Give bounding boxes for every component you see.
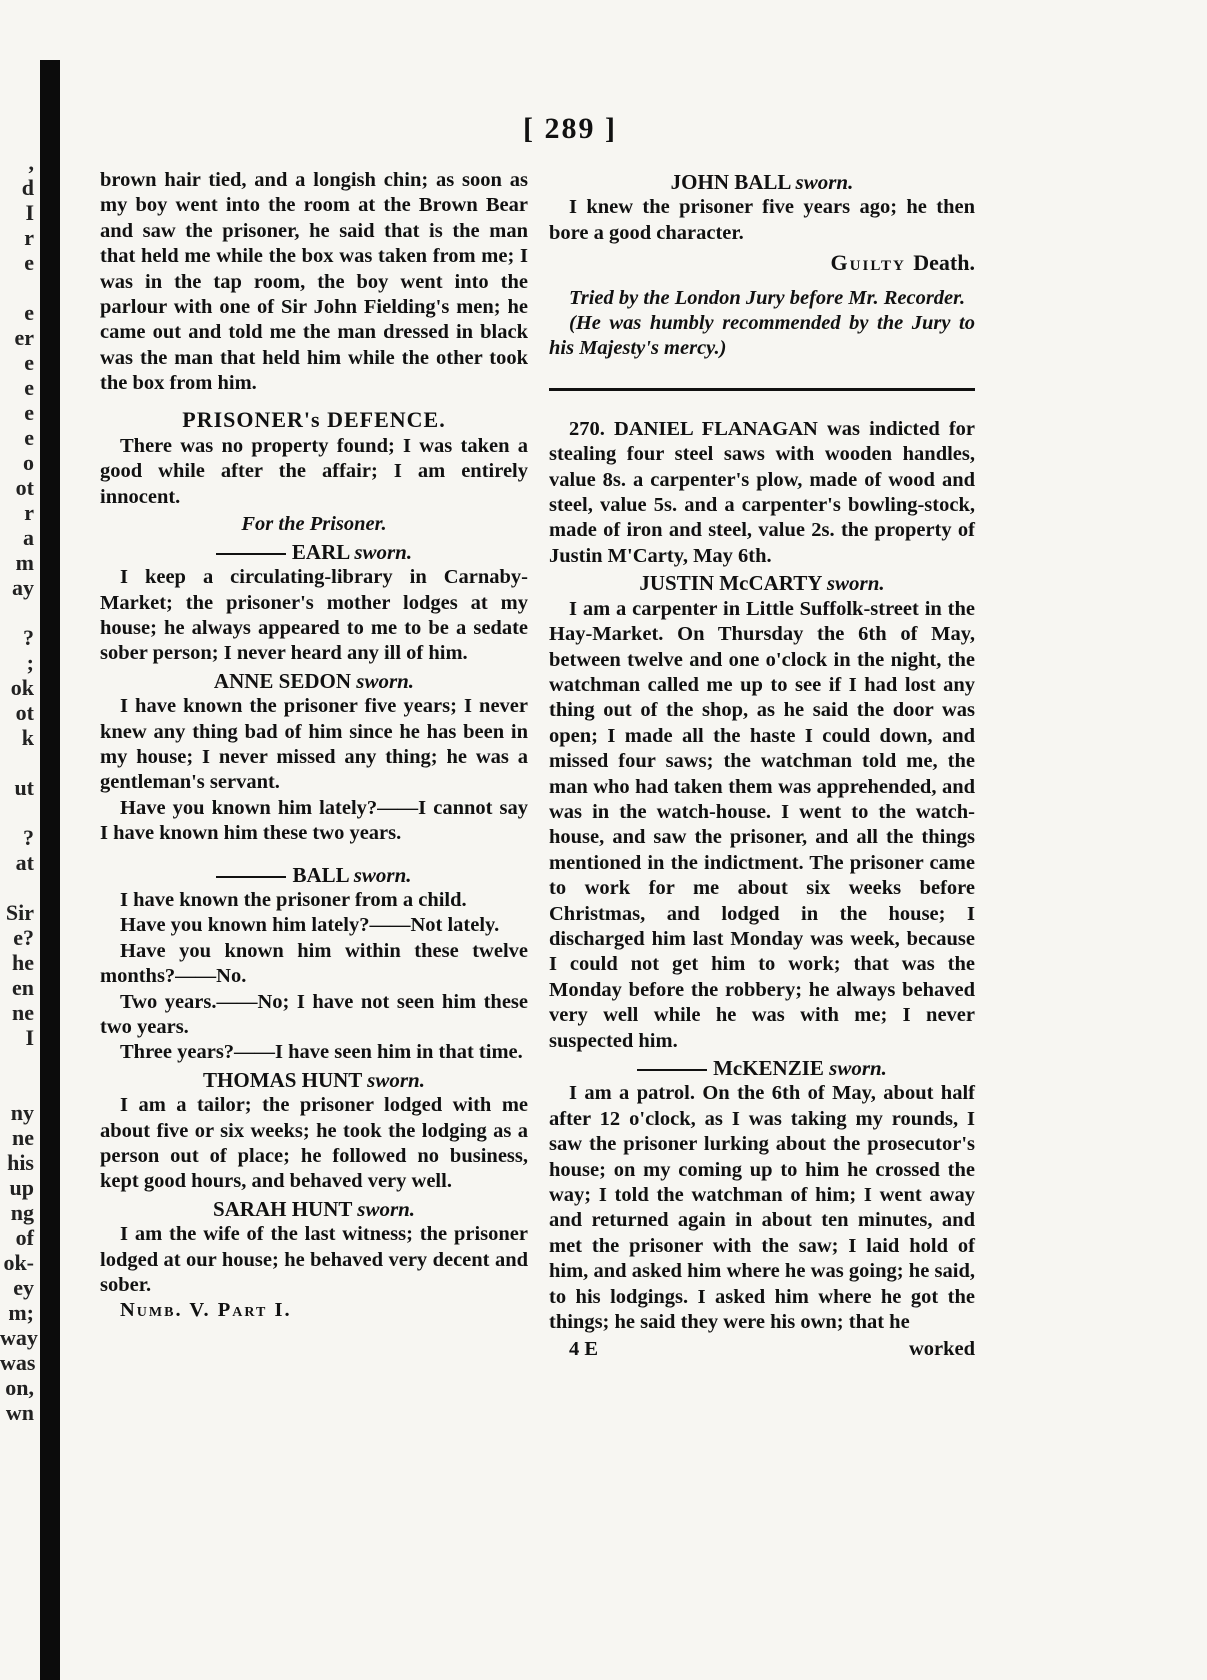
case-text: DANIEL FLANAGAN was indicted for stealing four steel saws with wooden handles, value 8s. a carpenter's plow, made of wood and steel, value 5s. and a carpenter's bowling-stock, made of iron and steel, value 2s. the property of Justin M'Carty, May 6th.: [549, 417, 975, 567]
ball-question-2: Have you known him within these twelve months?——No.: [100, 939, 528, 988]
bleed-fragment: ny: [10, 1100, 34, 1125]
bleed-fragment: e: [24, 375, 34, 400]
ball-testimony: I have known the prisoner from a child.: [120, 888, 467, 911]
bleed-fragment: e: [24, 425, 34, 450]
verdict-word: Guilty: [830, 250, 906, 276]
bleed-fragment: k: [21, 725, 34, 750]
bleed-fragment: ,: [28, 150, 34, 175]
bleed-fragment: e: [24, 250, 34, 275]
name-dash: [216, 553, 286, 555]
bleed-fragment: wn: [5, 1400, 34, 1425]
bleed-fragment: [0, 1050, 34, 1075]
verdict-sentence: Death.: [913, 250, 975, 276]
bleed-fragment: ey: [13, 1275, 34, 1300]
bleed-fragment: Sir: [5, 900, 34, 925]
signature-letter: 4 E: [569, 1338, 599, 1361]
left-margin-bleed-text: [0, 150, 38, 1550]
ball-question-1: Have you known him lately?——Not lately.: [120, 914, 500, 937]
sarah-testimony: I am the wife of the last witness; the prisoner lodged at our house; he behaved very decent and sober.: [100, 1223, 528, 1297]
justin-testimony: I am a carpenter in Little Suffolk-street in the Hay-Market. On Thursday the 6th of May, between twelve and one o'clock in the night, the watchman called me up to see if I had lost any thing out of the shop, as he said the door was open; I made all the haste I could down, and missed four saws; the watchman told me, the man who had taken them was apprehended, and was in the watch-house. I went to the watch-house, and saw the prisoner, and all the things mentioned in the indictment. The prisoner came to work for me about six weeks before Christmas, and lodged in the house; I discharged him last Monday was week, because I could not get him to work; that was the Monday before the robbery; he always behaved very well while he was with me; I never suspected him.: [549, 597, 975, 1052]
verdict: [549, 250, 975, 275]
signature-mark: Numb. V. Part I.: [120, 1299, 292, 1322]
witness-anne-sedon: [100, 669, 528, 694]
catchword: worked: [908, 1338, 975, 1361]
bleed-fragment: [0, 875, 34, 900]
witness-sarah-hunt: [100, 1197, 528, 1222]
tried-by-line: Tried by the London Jury before Mr. Recorder.: [569, 286, 966, 309]
bleed-fragment: ne: [12, 1000, 34, 1025]
bleed-fragment: e: [24, 300, 34, 325]
bleed-fragment: e: [24, 350, 34, 375]
witness-name: JOHN BALL: [670, 170, 791, 194]
for-prisoner-heading: For the Prisoner.: [241, 513, 387, 536]
right-column: [549, 168, 975, 1363]
bleed-fragment: ok-: [3, 1250, 34, 1275]
sworn-label: sworn.: [826, 571, 885, 596]
bleed-fragment: I: [25, 1025, 34, 1050]
bleed-fragment: [0, 1075, 34, 1100]
bleed-fragment: m;: [8, 1300, 34, 1325]
sworn-label: sworn.: [354, 539, 413, 564]
name-dash: [216, 876, 286, 878]
sworn-label: sworn.: [829, 1056, 887, 1080]
bleed-fragment: ?: [23, 625, 34, 650]
john-ball-testimony: I knew the prisoner five years ago; he then bore a good character.: [549, 196, 975, 244]
sworn-label: sworn.: [357, 1196, 416, 1221]
bleed-fragment: a: [23, 525, 34, 550]
bleed-fragment: way: [0, 1325, 38, 1350]
bleed-fragment: [0, 750, 34, 775]
sworn-label: sworn.: [356, 668, 415, 693]
witness-justin-mccarty: [549, 571, 975, 596]
earl-testimony: I keep a circulating-library in Carnaby-Market; the prisoner's mother lodges at my house; he always appeared to me to be a sedate sober person; I never heard any ill of him.: [100, 566, 528, 665]
witness-name: McKENZIE: [713, 1056, 824, 1080]
bleed-fragment: [0, 275, 34, 300]
bleed-fragment: ok: [10, 675, 34, 700]
name-dash: [637, 1069, 707, 1071]
ball-question-4: Three years?——I have seen him in that time.: [120, 1041, 523, 1064]
sworn-label: sworn.: [367, 1067, 425, 1092]
witness-thomas-hunt: [100, 1068, 528, 1093]
witness-name: ANNE SEDON: [213, 668, 352, 693]
page-number: [ 289 ]: [523, 112, 617, 145]
book-spine-shadow: [40, 60, 60, 1680]
section-divider: [549, 388, 975, 391]
witness-ball: [100, 863, 528, 888]
witness-name: BALL: [292, 862, 349, 887]
witness-mckenzie: [549, 1056, 975, 1081]
bleed-fragment: d: [21, 175, 34, 200]
opening-paragraph: brown hair tied, and a longish chin; as soon as my boy went into the room at the Brown Bear and saw the prisoner, he said that is the man that held me while the box was taken from me; I was in the tap room, the boy went into the parlour with one of Sir John Fielding's men; he came out and told me the man dressed in black was the man that held him while the other took the box from him.: [100, 169, 528, 395]
bleed-fragment: ;: [26, 650, 34, 675]
bleed-fragment: m: [15, 550, 34, 575]
witness-name: SARAH HUNT: [212, 1196, 353, 1221]
sworn-label: sworn.: [795, 170, 854, 194]
bleed-fragment: at: [15, 850, 34, 875]
bleed-fragment: was: [0, 1350, 36, 1375]
sedon-testimony: I have known the prisoner five years; I never knew any thing bad of him since he has been in my house; I never missed any thing; he was a gentleman's servant.: [100, 695, 528, 794]
bleed-fragment: en: [12, 975, 34, 1000]
bleed-fragment: I: [25, 200, 34, 225]
witness-john-ball: [549, 170, 975, 195]
bleed-fragment: e: [24, 400, 34, 425]
bleed-fragment: ?: [23, 825, 34, 850]
ball-question-3: Two years.——No; I have not seen him these two years.: [100, 990, 528, 1038]
witness-earl: [100, 540, 528, 565]
bleed-fragment: ay: [12, 575, 34, 600]
bleed-fragment: r: [24, 500, 34, 525]
bleed-fragment: he: [12, 950, 34, 975]
bleed-fragment: [0, 600, 34, 625]
sedon-question: Have you known him lately?——I cannot say I have known him these two years.: [100, 796, 528, 845]
bleed-fragment: r: [24, 225, 34, 250]
bleed-fragment: ng: [10, 1200, 34, 1225]
sworn-label: sworn.: [353, 862, 412, 887]
witness-name: THOMAS HUNT: [203, 1067, 362, 1092]
catchword-line: [549, 1337, 975, 1362]
bleed-fragment: his: [7, 1150, 34, 1175]
left-column: [100, 168, 528, 1324]
bleed-fragment: e?: [13, 925, 34, 950]
case-number: 270.: [569, 417, 605, 440]
bleed-fragment: of: [15, 1225, 34, 1250]
bleed-fragment: ot: [15, 475, 34, 500]
bleed-fragment: o: [23, 450, 34, 475]
bleed-fragment: up: [9, 1175, 34, 1200]
mckenzie-testimony: I am a patrol. On the 6th of May, about half after 12 o'clock, as I was taking my rounds, I saw the prisoner lurking about the prosecutor's house; on my coming up to him he crossed the way; I told the watchman of him; I went away and returned again in about ten minutes, and met the prisoner with the saw; I laid hold of him, and asked him where he was going; he said, to his lodgings. I asked him where he got the things; he said they were his own; that he: [549, 1082, 975, 1334]
bleed-fragment: [0, 800, 34, 825]
case-indictment: [549, 417, 975, 569]
bleed-fragment: er: [14, 325, 34, 350]
witness-name: JUSTIN McCARTY: [639, 571, 822, 596]
recommendation-note: (He was humbly recommended by the Jury to his Majesty's mercy.): [549, 312, 975, 360]
thomas-testimony: I am a tailor; the prisoner lodged with me about five or six weeks; he took the lodging as a person out of place; he followed no business, kept good hours, and behaved very well.: [100, 1094, 528, 1193]
defence-heading: PRISONER's DEFENCE.: [182, 406, 446, 432]
bleed-fragment: ne: [12, 1125, 34, 1150]
witness-name: EARL: [291, 539, 350, 564]
defence-text: There was no property found; I was taken a good while after the affair; I am entirely innocent.: [100, 435, 528, 508]
bleed-fragment: ut: [14, 775, 34, 800]
bleed-fragment: ot: [15, 700, 34, 725]
bleed-fragment: on,: [5, 1375, 34, 1400]
